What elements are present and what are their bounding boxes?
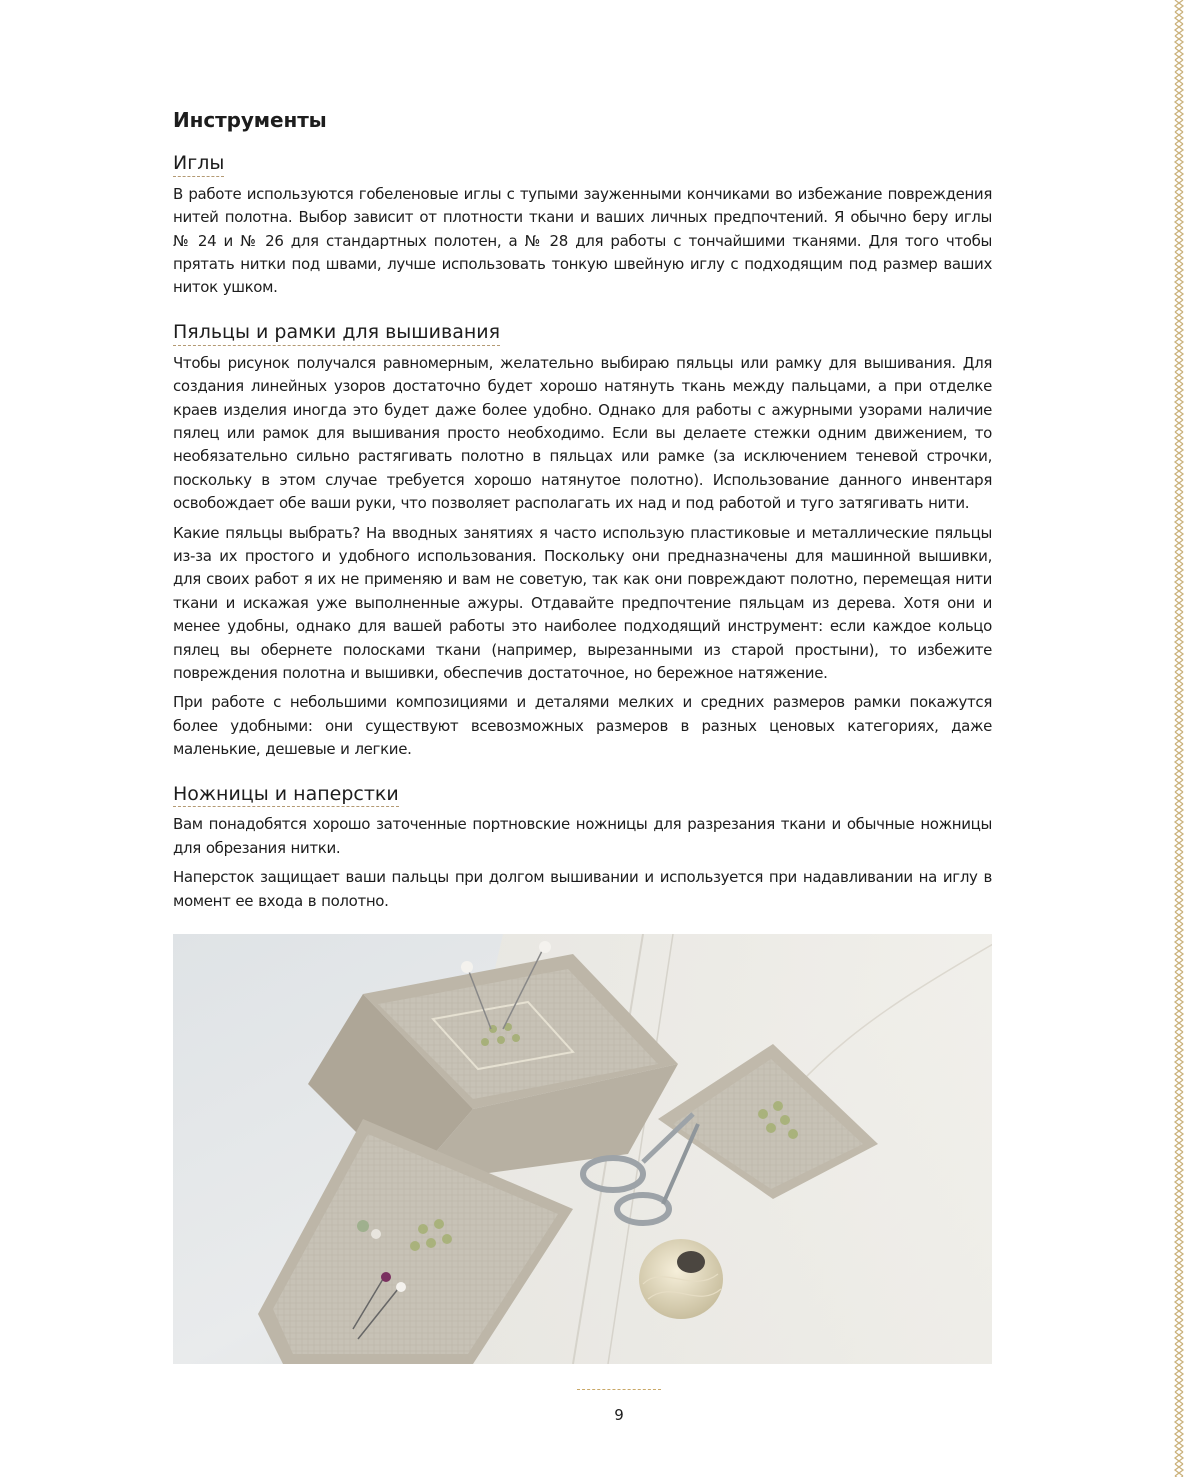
section-heading: Пяльцы и рамки для вышивания <box>173 322 500 346</box>
paragraph: Наперсток защищает ваши пальцы при долгом вышивании и используется при надавливании на иглу в момент ее входа в полотно. <box>173 868 992 910</box>
paragraph: Какие пяльцы выбрать? На вводных занятиях я часто использую пластиковые и металлические пяльцы из-за их простого и удобного использования. Поскольку они предназначены для машинной вышивки, для своих работ я их не применяю и вам не советую, так как они повреждают полотно, перемещая нити ткани и искажая уже выполненные ажуры. Отдавайте предпочтение пяльцам из дерева. Хотя они и менее удобны, однако для вашей работы это наиболее подходящий инструмент: если каждое кольцо пялец вы обернете полосками ткани (например, вырезанными из старой простыни), то избежите повреждения полотна и вышивки, обеспечив достаточное, но бережное натяжение. <box>173 523 992 682</box>
main-content <box>173 108 992 919</box>
section-heading: Иглы <box>173 153 224 177</box>
section-heading: Ножницы и наперстки <box>173 784 399 808</box>
section-scissors <box>173 784 992 814</box>
paragraph: При работе с небольшими композициями и деталями мелких и средних размеров рамки покажутся более удобными: они существуют всевозможных размеров в разных ценовых категориях, даже маленькие, дешевые и легкие. <box>173 693 992 759</box>
section-hoops <box>173 322 992 352</box>
paragraph: Чтобы рисунок получался равномерным, желательно выбираю пяльцы или рамку для вышивания. Для создания линейных узоров достаточно будет хорошо натянуть ткань между пальцами, а при отделке краев изделия иногда это будет даже более удобно. Однако для работы с ажурными узорами наличие пялец или рамок для вышивания просто необходимо. Если вы делаете стежки одним движением, то необязательно сильно растягивать полотно в пяльцах или рамке (за исключением теневой строчки, поскольку в этом случае требуется хорошо натянутое полотно). Использование данного инвентаря освобождает обе ваши руки, что позволяет располагать их над и под работой и туго затягивать нити. <box>173 353 992 513</box>
section-needles <box>173 153 992 183</box>
paragraph: Вам понадобятся хорошо заточенные портновские ножницы для разрезания ткани и обычные ножницы для обрезания нитки. <box>173 815 992 857</box>
photo-embroidery-tools <box>173 934 992 1364</box>
decorative-border <box>1043 0 1193 1477</box>
footer-divider <box>577 1389 661 1390</box>
page-number: 9 <box>614 1406 624 1424</box>
paragraph: В работе используются гобеленовые иглы с тупыми зауженными кончиками во избежание повреждения нитей полотна. Выбор зависит от плотности ткани и ваших личных предпочтений. Я обычно беру иглы № 24 и № 26 для стандартных полотен, а № 28 для работы с тончайшими тканями. Для того чтобы прятать нитки под швами, лучше использовать тонкую швейную иглу с подходящим под размер ваших ниток ушком. <box>173 184 992 297</box>
page-title: Инструменты <box>173 108 327 132</box>
